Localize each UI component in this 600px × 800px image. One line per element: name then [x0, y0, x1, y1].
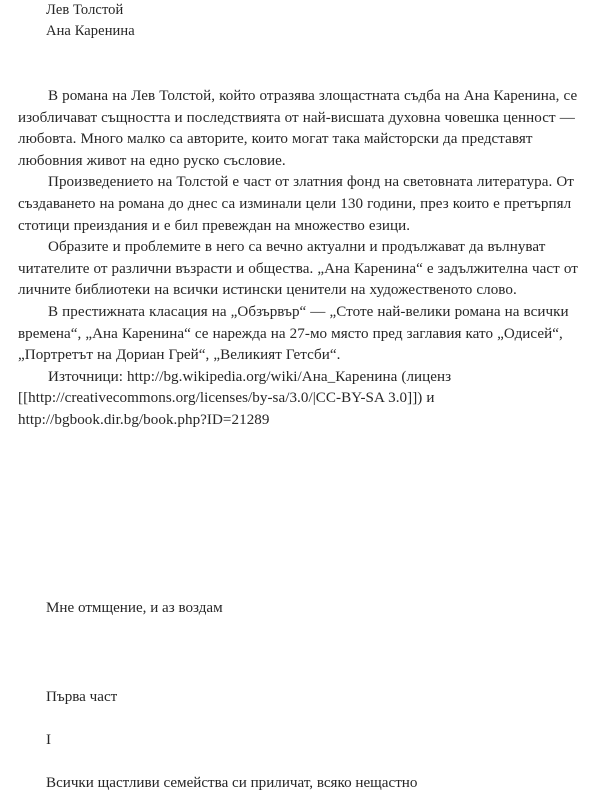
- book-title: Ана Каренина: [46, 22, 135, 39]
- part-title: Първа част: [46, 689, 118, 705]
- chapter-opening-line: Всички щастливи семейства си приличат, всяко нещастно: [46, 775, 418, 791]
- document-header: [46, 0, 566, 41]
- epigraph-text: Мне отмщение, и аз воздам: [46, 600, 223, 616]
- chapter-number: I: [46, 732, 52, 748]
- document-body: [18, 86, 592, 432]
- author-name: Лев Толстой: [46, 2, 124, 18]
- paragraph-sources: Източници: http://bg.wikipedia.org/wiki/Ана_Каренина (лиценз [[http://creativecommons.org/licenses/by-sa/3.0/|CC-BY-SA 3.0]]) и http://bgbook.dir.bg/book.php?ID=21289: [18, 368, 452, 428]
- paragraph-observer-ranking: В престижната класация на „Обзървър“ — „Стоте най-велики романа на всички времена“, „Ана Каренина“ се нарежда на 27-мо място пред заглавия като „Одисей“, „Портретът на Дориан Грей“, „Великият Гетсби“.: [18, 303, 569, 364]
- paragraph-intro-novel: В романа на Лев Толстой, който отразява злощастната съдба на Ана Каренина, се изобличават същността и последствията от най-висшата духовна човешка ценност — любовта. Много малко са авторите, които могат така майсторски да представят любовния живот на едно руско съсловие.: [18, 88, 578, 169]
- paragraph-eternal-themes: Образите и проблемите в него са вечно актуални и продължават да вълнуват читателите от различни възрасти и общества. „Ана Каренина“ е задължителна част от личните библиотеки на всички истински ценители на художественото слово.: [18, 239, 578, 299]
- paragraph-golden-fund: Произведението на Толстой е част от златния фонд на световната литература. От създаването на романа до днес са изминали цели 130 години, през които е претърпял стотици преиздания и е бил превеждан на множество езици.: [18, 174, 574, 234]
